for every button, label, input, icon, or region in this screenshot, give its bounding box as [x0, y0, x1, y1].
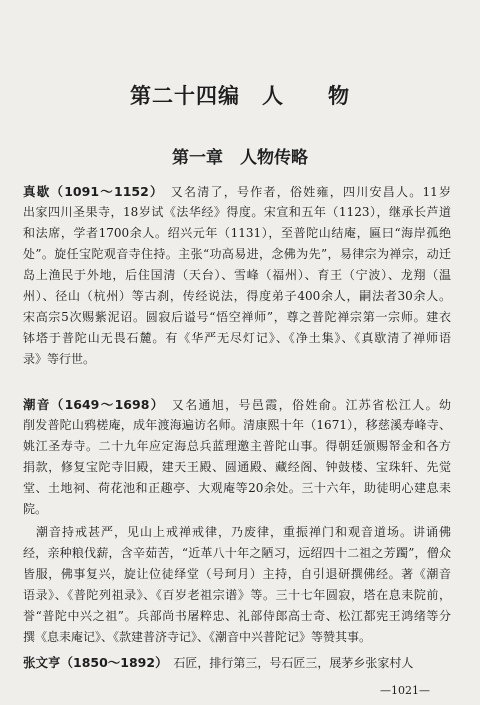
text-line: 录》等行世。 [23, 352, 96, 366]
bio-first-line [23, 181, 451, 202]
bio-name: 潮音（1649～1698） [23, 397, 159, 412]
text-line: 誉“普陀中兴之祖”。兵部尚书屠粹忠、礼部侍郎高士奇、松江都宪王鸿绪等分 [23, 609, 451, 623]
text-line: 宋高宗5次赐紫泥诏。圆寂后谥号“悟空禅师”，尊之普陀禅宗第一宗师。建衣 [23, 310, 451, 324]
text-line: 经，亲种粮伐薪，含辛茹苦，“近革八十年之陋习，远绍四十二祖之芳躅”，僧众 [23, 546, 451, 560]
text-line: 钵塔于普陀山无畏石麓。有《华严无尽灯记》、《净土集》、《真歇清了禅师语 [23, 331, 451, 345]
text-line: 姚江圣寿寺。二十九年应定海总兵蓝理邀主普陀山事。得朝廷颁赐帑金和各方 [23, 439, 451, 453]
bio-first-line [23, 394, 451, 415]
part-title: 第二十四编 人 物 [130, 84, 350, 108]
text-line: 处”。旋任宝陀观音寺住持。主张“功高易进，念佛为先”，易律宗为禅宗，动迁 [23, 247, 451, 261]
text-line: 语录》、《普陀列祖录》、《百岁老祖宗谱》等。三十七年圆寂，塔在息耒院前， [23, 588, 451, 602]
text-line: 捐款，修复宝陀寺旧殿，建天王殿、圆通殿、藏经阁、钟鼓楼、宝珠轩、先觉 [23, 460, 451, 474]
text-line: 出家四川圣果寺，18岁试《法华经》得度。宋宣和五年（1123），继承长芦道 [23, 205, 451, 219]
bio-text: 又名清了，号作者，俗姓雍，四川安昌人。11岁 [157, 185, 451, 199]
bio-name: 真歇（1091～1152） [23, 184, 158, 199]
page-number: —1021— [380, 684, 430, 697]
chapter-title: 第一章 人物传略 [172, 148, 308, 168]
bio-name: 张文亨（1850～1892） [23, 655, 162, 670]
text-line: 堂、土地祠、荷花池和正趣亭、大观庵等20余处。三十六年，助徒明心建息耒 [23, 481, 451, 495]
text-line: 和法席，学者1700余人。绍兴元年（1131），至普陀山结庵，匾曰“海岸孤绝 [23, 226, 451, 240]
text-line: 岛上渔民于外地，后住国清（天台）、雪峰（福州）、育王（宁波）、龙翔（温 [23, 268, 451, 282]
text-line: 撰《息耒庵记》、《款建普济寺记》、《潮音中兴普陀记》等赞其事。 [23, 630, 372, 644]
text-line: 潮音持戒甚严，见山上戒禅戒律，乃废律，重振禅门和观音道场。讲诵佛 [23, 525, 451, 539]
bio-text: 又名通旭，号邑霞，俗姓俞。江苏省松江人。幼 [158, 398, 451, 412]
text-line: 州）、径山（杭州）等古刹，传经说法，得度弟子400余人，嗣法者30余人。 [23, 289, 451, 303]
bio-text: 石匠，排行第三，号石匠三，展茅乡张家村人 [161, 656, 414, 670]
text-line: 院。 [23, 502, 48, 516]
text-line: 皆服，佛事复兴，旋让位徒绎堂（号珂月）主持，自引退研撰佛经。著《潮音 [23, 567, 451, 581]
bio-first-line [23, 652, 451, 673]
text-line: 削发普陀山鸦槎庵，成年渡海遍访名师。清康熙十年（1671），移慈溪寿峰寺、 [23, 418, 451, 432]
